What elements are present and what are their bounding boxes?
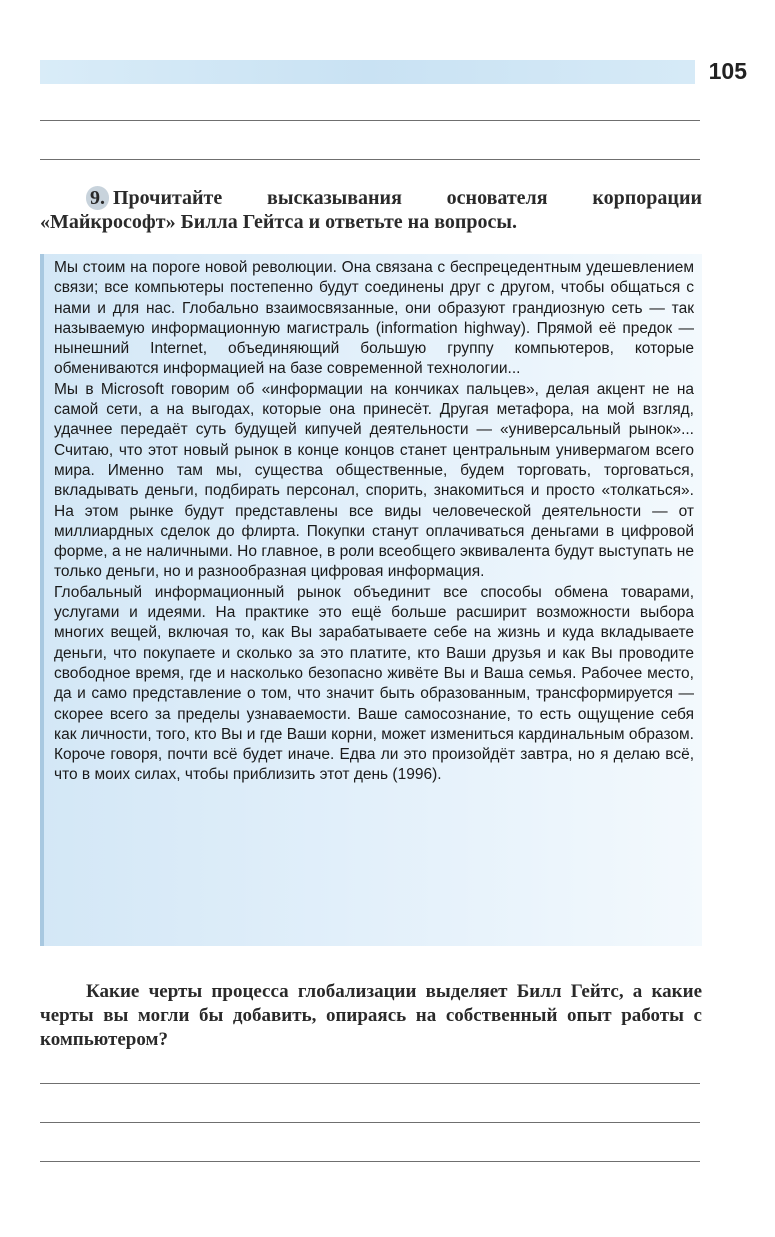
quote-paragraph-2: Мы в Microsoft говорим об «информации на кончиках пальцев», делая акцент не на самой сети, а на выгодах, которые она принесёт. Другая метафора, на мой взгляд, удачнее передаёт суть будущей кипучей деятельности — «универсальный рынок»... Считаю, что этот новый рынок в конце концов станет центральным универмагом всего мира. Именно там мы, существа общественные, будем торговать, торговаться, вкладывать деньги, подбирать персонал, спорить, знакомиться и просто «толкаться». На этом рынке будут представлены все виды человеческой деятельности — от миллиардных сделок до флирта. Покупки станут оплачиваться деньгами в цифровой форме, а не наличными. Но главное, в роли всеобщего эквивалента будут выступать не только деньги, но и разнообразная цифровая информация.	[54, 380, 694, 581]
page-number: 105	[708, 58, 747, 84]
quote-paragraph-3: Глобальный информационный рынок объединит все способы обмена товарами, услугами и идеями. На практике это ещё больше расширит возможности выбора многих вещей, включая то, как Вы зарабатываете себе на жизнь и куда вкладываете деньги, что покупаете и сколько за это платите, кто Ваши друзья и как Вы проводите свободное время, где и насколько безопасно живёте Вы и Ваша семья. Рабочее место, да и само представление о том, что значит быть образованным, трансформируется — скорее всего за пределы узнаваемости. Ваше самосознание, то есть ощущение себя как личности, того, кто Вы и где Ваши корни, может измениться кардинальным образом. Короче говоря, почти всё будет иначе. Едва ли это произойдёт завтра, но я делаю всё, что в моих силах, чтобы приблизить этот день (1996).	[54, 583, 694, 784]
task-instruction	[40, 186, 702, 234]
header-band	[40, 60, 695, 84]
question-text: Какие черты процесса глобализации выделяет Билл Гейтс, а какие черты вы могли бы добавить, опираясь на собственный опыт работы с компьютером?	[40, 981, 702, 1050]
answer-line-top-2[interactable]	[40, 159, 700, 160]
task-number-badge: 9.	[86, 186, 109, 210]
task-instruction-text: Прочитайте высказывания основателя корпорации «Майкрософт» Билла Гейтса и ответьте на вопросы.	[40, 187, 702, 233]
answer-line-top-1[interactable]	[40, 120, 700, 121]
quote-paragraph-1: Мы стоим на пороге новой революции. Она связана с беспрецедентным удешевлением связи; все компьютеры постепенно будут соединены друг с другом, чтобы общаться с нами и для нас. Глобально взаимосвязанные, они образуют грандиозную сеть — так называемую информационную магистраль (information highway). Прямой её предок — нынешний Internet, объединяющий большую группу компьютеров, которые обмениваются информацией на базе современной технологии...	[54, 259, 694, 378]
answer-line-bottom-2[interactable]	[40, 1122, 700, 1123]
answer-line-bottom-1[interactable]	[40, 1083, 700, 1084]
answer-line-bottom-3[interactable]	[40, 1161, 700, 1162]
gates-quote	[54, 258, 694, 786]
quote-bar	[40, 254, 44, 946]
